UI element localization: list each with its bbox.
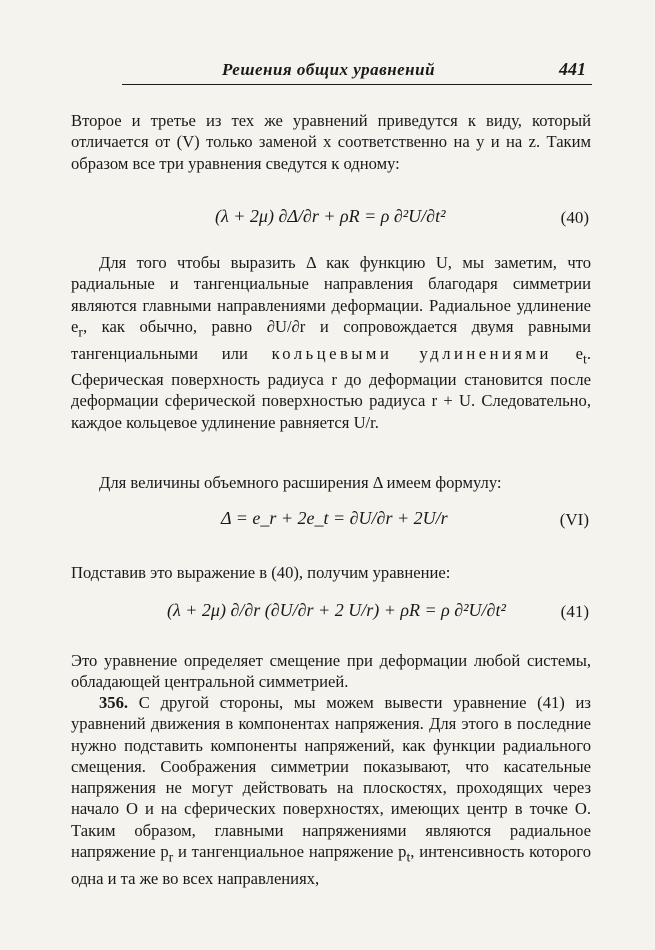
section-number: 356. [99,693,129,712]
paragraph-2 [71,252,591,433]
p2-sub-t: t [583,350,587,366]
paragraph-4 [71,562,591,583]
p2-spaced-term: кольцевыми удлинениями [271,343,552,363]
paragraph-5 [71,650,591,693]
paragraph-3-text: Для величины объемного расширения Δ имеем формулу: [99,473,502,492]
running-header [122,58,592,85]
paragraph-5-text: Это уравнение определяет смещение при деформации любой системы, обладающей центральной симметрией. [71,651,591,692]
equation-VI-number: (VI) [559,510,589,529]
p2-part-c: e [551,343,584,363]
p6-part-c: , интенсивность которого одна и та же во всех направлениях, [71,842,591,888]
paragraph-1 [71,110,591,174]
paragraph-6 [71,692,591,889]
paragraph-2-text [71,252,591,433]
equation-VI-formula: Δ = e_r + 2e_t = ∂U/∂r + 2U/r [221,508,448,528]
equation-40-number: (40) [560,208,589,227]
paragraph-6-text [71,692,591,889]
p6-part-b: и тангенциальное напряжение p [173,842,407,862]
equation-VI [71,498,591,544]
running-title: Решения общих уравнений [222,60,436,79]
p2-sub-r: r [78,324,83,340]
page-number: 441 [559,59,586,79]
p6-sub-r: r [168,849,174,865]
paragraph-4-text: Подставив это выражение в (40), получим уравнение: [71,563,451,582]
p6-part-a: С другой стороны, мы можем вывести уравнение (41) из уравнений движения в компонентах напряжения. Для этого в последние нужно подставить компоненты напряжений, как функции радиального смещения. Соображения симметрии показывают, что касательные напряжения не могут действовать на плоскостях, проходящих через начало O и на сферических поверхностях, имеющих центр в точке O. Таким образом, главными напряжениями являются радиальное напряжение p [71,693,591,862]
equation-41-formula: (λ + 2μ) ∂/∂r (∂U/∂r + 2 U/r) + ρR = ρ ∂²U/∂t² [167,600,506,620]
paragraph-1-text: Второе и третье из тех же уравнений приведутся к виду, который отличается от (V) только заменой x соответственно на y и на z. Таким образом все три уравнения сведутся к одному: [71,111,591,173]
equation-40-formula: (λ + 2μ) ∂Δ/∂r + ρR = ρ ∂²U/∂t² [215,206,446,226]
paragraph-3 [71,472,591,493]
p2-part-d: . Сферическая поверхность радиуса r до деформации становится после деформации сферической поверхностью радиуса r + U. Следовательно, каждое кольцевое удлинение равняется U/r. [71,343,592,432]
equation-40 [71,196,591,242]
p2-part-b: , как обычно, равно ∂U/∂r и сопровождается двумя равными тангенциальными или [71,316,591,363]
p6-sub-t: t [406,849,411,865]
equation-41-number: (41) [560,602,589,621]
p2-part-a: Для того чтобы выразить Δ как функцию U, мы заметим, что радиальные и тангенциальные направления благодаря симметрии являются главными направлениями деформации. Радиальное удлинение e [71,253,591,336]
equation-41 [71,590,591,636]
